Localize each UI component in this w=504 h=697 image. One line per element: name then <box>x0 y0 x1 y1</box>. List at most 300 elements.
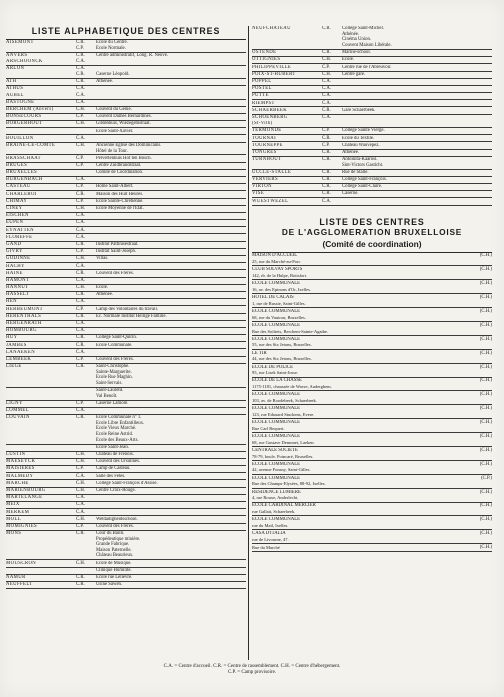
list-item <box>6 100 246 107</box>
brussels-center-address: 123, rue Edouard Stuckens, Evere. <box>252 411 315 417</box>
city-name: GAND <box>6 241 22 247</box>
center-code <box>76 445 96 451</box>
center-code <box>76 264 96 270</box>
code-line: C.A. <box>76 220 85 226</box>
city-name: BURGENBACH <box>6 177 43 183</box>
description-line: Val Benoît. <box>96 393 118 399</box>
city-name: BRASSCHAAT <box>6 155 41 161</box>
brussels-center-name: ECOLE COMMUNALE <box>252 392 301 398</box>
list-item <box>6 415 246 445</box>
center-description <box>342 177 492 183</box>
center-description <box>96 350 246 356</box>
city-name: HUY <box>6 335 18 341</box>
city-name: FLOREFFE <box>6 234 33 240</box>
list-item <box>6 92 246 99</box>
code-line: C.R. <box>322 169 331 175</box>
brussels-center-name: ECOLE COMMUNALE <box>252 336 301 342</box>
description-line: Institut Pattinisestraat. <box>96 241 139 247</box>
brussels-center-code: (C.H.) <box>479 503 492 509</box>
brussels-center-name: ECOLE COMMUNALE <box>252 281 301 287</box>
center-code <box>76 350 96 356</box>
brussels-center-address: 103, av. de Roodebeek, Schaerbeek. <box>252 398 317 403</box>
center-description <box>96 107 246 113</box>
code-line: C.H. <box>76 142 85 148</box>
city-name: CINEY <box>6 206 23 212</box>
list-item <box>6 285 246 292</box>
city-name: HASSELT <box>6 292 30 298</box>
city-name: MERKEM <box>6 509 30 515</box>
center-code <box>76 488 96 494</box>
code-line: C.R. <box>322 157 331 163</box>
list-item <box>6 242 246 249</box>
description-line: Ecole Moyenne de l'Etat. <box>96 206 144 212</box>
city-name: BASTOGNE <box>6 99 35 105</box>
description-line: Hôtel de la Tour. <box>96 148 128 154</box>
description-line: Sainte-Marguerite. <box>96 369 132 375</box>
code-line: C.R. <box>322 177 331 183</box>
code-line: C.R. <box>76 72 85 78</box>
code-line: C.R. <box>76 415 85 421</box>
list-item <box>6 582 246 589</box>
center-description <box>96 143 246 154</box>
city-name: MONS <box>6 531 22 537</box>
list-item <box>6 128 246 135</box>
code-line: C.R. <box>76 191 85 197</box>
center-code <box>322 184 342 190</box>
code-line: C.P. <box>76 162 84 168</box>
center-description <box>96 192 246 198</box>
center-code <box>76 129 96 135</box>
list-item <box>6 213 246 220</box>
description-line: Collège Saint-François. <box>342 177 387 183</box>
center-code <box>322 72 342 78</box>
city-name: HOMBOURG <box>6 328 37 334</box>
list-item <box>252 93 492 100</box>
center-code <box>76 199 96 205</box>
list-item <box>252 86 492 93</box>
code-line: C.P. <box>76 155 84 161</box>
city-name: LOMMEL <box>6 408 29 414</box>
code-line: C.P. <box>76 249 84 255</box>
center-description <box>96 568 246 574</box>
code-line: C.R. <box>76 313 85 319</box>
center-description <box>96 59 246 65</box>
center-description <box>96 53 246 59</box>
list-item <box>6 342 246 349</box>
description-line: Ecole Communale. <box>96 342 133 348</box>
city-name: EUPEN <box>6 220 24 226</box>
brussels-center <box>252 503 492 517</box>
brussels-center-name: HOTEL DE CALAIS <box>252 295 294 301</box>
code-line: C.P. <box>76 114 84 120</box>
center-description <box>96 228 246 234</box>
left-column-title: LISTE ALPHABETIQUE DES CENTRES <box>31 26 221 36</box>
brussels-center-info <box>252 267 466 278</box>
brussels-center-address: 55, rue des Six Jetons, Bruxelles. <box>252 342 312 348</box>
code-line: C.A. <box>76 234 85 240</box>
center-description <box>96 445 246 451</box>
description-line: Grande Fabrique. <box>96 542 130 548</box>
center-code <box>76 299 96 305</box>
center-description <box>96 307 246 313</box>
description-line: Saint-Servais. <box>96 380 123 386</box>
list-item <box>6 364 246 388</box>
description-line <box>96 86 246 92</box>
brussels-center-address: 68, rue Gustave Demunet, Laeken. <box>252 439 315 445</box>
city-name: LUSTIN <box>6 452 26 458</box>
code-line: C.H. <box>76 106 85 112</box>
center-code <box>76 517 96 523</box>
brussels-center-address: Rue Carl Requert. <box>252 425 285 431</box>
center-code <box>76 271 96 277</box>
center-description <box>96 561 246 567</box>
code-line: C.A. <box>76 177 85 183</box>
description-line: Couvent des Frères. <box>96 523 134 529</box>
code-line: C.A. <box>322 79 331 85</box>
description-line: Couvent Dames Bernardines. <box>96 114 152 120</box>
center-description <box>96 220 246 226</box>
description-line: Wetdadigheidsschool. <box>96 516 138 522</box>
brussels-center-code: (C.H.) <box>479 433 492 439</box>
brussels-title-line1: LISTE DES CENTRES <box>319 216 425 227</box>
city-name: UCCLE-STALLE <box>252 169 292 175</box>
center-code <box>322 199 342 205</box>
description-line: Ecole. <box>342 57 355 63</box>
city-name: RIEMPST <box>252 100 275 106</box>
list-item <box>6 575 246 582</box>
center-code <box>76 495 96 501</box>
center-description <box>96 292 246 298</box>
code-line: C.H. <box>76 516 85 522</box>
city-name: HAMONT <box>6 277 30 283</box>
brussels-center <box>252 405 492 419</box>
brussels-center <box>252 378 492 392</box>
code-line <box>76 553 96 559</box>
description-line <box>96 350 246 356</box>
description-line: Ecole Saint-Xavier. <box>96 128 134 134</box>
city-name: TURNHOUT <box>252 157 282 163</box>
brussels-title-line2: DE L'AGGLOMERATION BRUXELLOISE <box>281 226 463 237</box>
brussels-center-address: 42, avenue Fonsny, Saint-Gilles. <box>252 467 311 473</box>
description-line: Salle des Fêtes. <box>96 473 126 479</box>
center-code <box>76 474 96 480</box>
city-name: AUBEL <box>6 92 24 98</box>
center-code <box>76 177 96 183</box>
city-name: OTTIGNIES <box>252 57 281 63</box>
brussels-center-address: 95, rue Lisek Saint-Josse. <box>252 370 299 376</box>
list-item <box>6 135 246 142</box>
code-line <box>322 163 342 169</box>
code-line: C.P. <box>76 45 84 51</box>
center-code <box>76 408 96 414</box>
code-line: C.H. <box>76 121 85 127</box>
center-description <box>96 481 246 487</box>
list-item <box>6 388 246 401</box>
list-item <box>6 321 246 328</box>
list-item <box>6 306 246 313</box>
city-name: NEUFFELT <box>6 582 33 588</box>
brussels-center <box>252 336 492 350</box>
description-line: Ecole Saint-Jean. <box>96 444 129 450</box>
brussels-center-address: 44, rue des Six Jetons, Bruxelles. <box>252 356 312 362</box>
list-item <box>6 40 246 53</box>
center-description <box>342 121 492 127</box>
description-line <box>96 93 246 99</box>
city-name: WUESTWEZEL <box>252 198 289 204</box>
column-divider <box>248 26 249 660</box>
center-code <box>76 220 96 226</box>
brussels-center-info <box>252 503 466 514</box>
center-code <box>322 150 342 156</box>
list-item <box>252 198 492 205</box>
list-item <box>6 516 246 523</box>
brussels-center-name: ECOLE COMMUNALE <box>252 322 301 328</box>
center-description <box>342 72 492 78</box>
center-code <box>76 561 96 567</box>
brussels-center-address: rue Gallait, Schaerbeek. <box>252 509 296 515</box>
center-description <box>96 40 246 51</box>
brussels-list <box>252 252 492 553</box>
list-item <box>252 72 492 79</box>
brussels-center-info <box>252 365 466 376</box>
description-line: Ecole de Musique. <box>96 560 132 566</box>
brussels-center-code: (C.H.) <box>479 531 492 537</box>
center-description <box>342 150 492 156</box>
brussels-center-code: (C.H.) <box>479 447 492 453</box>
code-line: C.H. <box>76 459 85 465</box>
center-code <box>76 256 96 262</box>
description-line: Cour du Bailli. <box>96 531 125 537</box>
description-line: Caserne. <box>342 191 359 197</box>
center-code <box>76 278 96 284</box>
list-item <box>6 299 246 306</box>
center-description <box>96 170 246 176</box>
center-code <box>76 285 96 291</box>
city-name: SCHAERBEEK <box>252 107 288 113</box>
center-description <box>96 364 246 386</box>
brussels-center <box>252 489 492 503</box>
code-line: C.H. <box>322 71 331 77</box>
description-line <box>96 177 246 183</box>
description-line <box>96 100 246 106</box>
brussels-subtitle: (Comité de coordination) <box>322 238 422 249</box>
description-line: Athénée. <box>96 292 114 298</box>
city-name: HACHY <box>6 263 25 269</box>
center-description <box>96 452 246 458</box>
list-item <box>6 445 246 452</box>
code-line: C.R. <box>76 575 85 581</box>
code-line: C.R. <box>322 135 331 141</box>
brussels-center-address: 16, av. des Epinons d'Or, Ixelles. <box>252 286 311 292</box>
legend-line1: C.A. = Centre d'accueil. C.R. = Centre de rassemblement. C.H. = Centre d'hébergement. <box>163 664 341 669</box>
brussels-center-code: (C.H.) <box>479 364 492 370</box>
center-code <box>76 100 96 106</box>
center-description <box>342 26 492 48</box>
list-item <box>6 121 246 128</box>
description-line: Rue de Stalle. <box>342 169 369 175</box>
description-line <box>342 86 492 92</box>
brussels-center-address: Rue du Marché <box>252 545 280 551</box>
brussels-center-code: (C.H.) <box>479 378 492 384</box>
code-line: C.R. <box>76 342 85 348</box>
city-name: HERBEUMONT <box>6 306 43 312</box>
description-line: Collège Saint-Quirin. <box>96 335 137 341</box>
code-line <box>76 568 96 574</box>
city-name: ATH <box>6 79 17 85</box>
description-line: Institut Saint-Joseph. <box>96 249 137 255</box>
list-item <box>252 191 492 198</box>
list-item <box>6 328 246 335</box>
center-code <box>322 79 342 85</box>
list-item <box>252 170 492 177</box>
brussels-center-info <box>252 406 466 417</box>
city-name: MAISIERES <box>6 466 35 472</box>
center-code <box>76 292 96 298</box>
description-line: Athénée. <box>342 149 360 155</box>
list-item <box>6 459 246 466</box>
list-item <box>6 495 246 502</box>
brussels-center-name: LE TIR <box>252 350 267 356</box>
description-line <box>342 199 492 205</box>
city-name: ATHUS <box>6 86 24 92</box>
brussels-center-info <box>252 490 466 501</box>
brussels-center-name: ECOLE DE POLICE <box>252 364 294 370</box>
list-item <box>252 177 492 184</box>
brussels-center <box>252 294 492 308</box>
center-code <box>76 307 96 313</box>
list-item <box>6 270 246 277</box>
center-code <box>76 59 96 65</box>
code-line: C.A. <box>76 263 85 269</box>
city-name: MARCHE <box>6 480 29 486</box>
description-line: Propédeutique minière. <box>96 536 141 542</box>
brussels-center-info <box>252 476 466 487</box>
center-code <box>76 335 96 341</box>
brussels-center-name: ECOLE COMMUNALE <box>252 461 301 467</box>
center-description <box>96 136 246 142</box>
description-line <box>96 321 246 327</box>
center-code <box>76 242 96 248</box>
city-name: LANAEKEN <box>6 349 36 355</box>
city-name: SCHOENBERG <box>252 114 288 120</box>
city-name: (St-Vith) <box>252 121 273 127</box>
list-item <box>6 408 246 415</box>
city-name: MALMEDY <box>6 473 34 479</box>
brussels-center-code: (C.H.) <box>479 281 492 287</box>
list-item <box>6 163 246 170</box>
list-item <box>6 466 246 473</box>
legend-line2: C.P. = Camp provisoire. <box>227 670 277 676</box>
list-item <box>6 53 246 59</box>
center-description <box>96 177 246 183</box>
description-line: Centre gare. <box>342 71 366 77</box>
description-line: Collège Saint-Michel. <box>342 26 384 32</box>
center-code <box>76 466 96 472</box>
code-line: C.P. <box>76 198 84 204</box>
city-name: HEN <box>6 299 17 305</box>
center-code <box>76 401 96 407</box>
city-name: TOURNEPPE <box>252 142 283 148</box>
code-line: C.A. <box>76 473 85 479</box>
description-line <box>342 93 492 99</box>
code-line: C.R. <box>76 335 85 341</box>
center-code <box>76 388 96 399</box>
brussels-center-info <box>252 281 466 292</box>
code-line <box>76 381 96 387</box>
list-item <box>6 502 246 509</box>
description-line: Ecole du Textile. <box>342 135 375 141</box>
code-line: C.A. <box>76 349 85 355</box>
center-code <box>322 93 342 99</box>
brussels-center-info <box>252 420 466 431</box>
description-line: Centre Zuidbrandstraat. <box>96 162 142 168</box>
center-description <box>96 213 246 219</box>
center-description <box>96 264 246 270</box>
center-code <box>76 481 96 487</box>
center-description <box>96 249 246 255</box>
brussels-center-name: CENTRALE SOCIETE <box>252 447 298 453</box>
description-line: Collège Saint-François d'Assise. <box>96 480 158 486</box>
brussels-center-address: 1, rue de Russie, Saint-Gilles. <box>252 300 306 306</box>
description-line: Ecole Libre Enfantilleux. <box>96 420 145 426</box>
center-code <box>76 213 96 219</box>
list-item <box>6 184 246 191</box>
brussels-center-info <box>252 323 466 334</box>
list-item <box>6 114 246 121</box>
brussels-center-code: (C.H.) <box>479 253 492 259</box>
center-description <box>96 335 246 341</box>
code-line: C.A. <box>76 509 85 515</box>
description-line: Ecole du Centre. <box>96 40 128 46</box>
brussels-center-code: (C.H.) <box>479 489 492 495</box>
code-line: C.R. <box>76 79 85 85</box>
brussels-center-info <box>252 517 466 528</box>
code-line: C.A. <box>76 227 85 233</box>
brussels-center-info <box>252 531 466 542</box>
brussels-center-address: 78-79, boulv. Poincaré, Bruxelles. <box>252 453 314 459</box>
brussels-center-name: RESIDENCE LUMIERE <box>252 489 301 495</box>
center-code <box>76 40 96 51</box>
list-item <box>252 128 492 135</box>
description-line: Ecole Rue Maghin. <box>96 375 133 381</box>
description-line: Home Saint-Albert. <box>96 184 134 190</box>
center-description <box>96 388 246 399</box>
city-name: BONSECOURS <box>6 114 42 120</box>
code-line: C.H. <box>76 206 85 212</box>
list-item <box>6 199 246 206</box>
list-item <box>6 191 246 198</box>
code-line: C.H. <box>76 560 85 566</box>
right-column <box>252 26 492 658</box>
city-name: BERCHEM (Anvers) <box>6 106 54 112</box>
description-line: Ecole Reine Astrid. <box>96 432 134 438</box>
center-description <box>96 184 246 190</box>
description-line: Centre administratif, Long. R. Neuve. <box>96 53 169 59</box>
brussels-center-code: (C.H.) <box>479 420 492 426</box>
city-name: POIX-ST-HUBERT <box>252 71 296 77</box>
center-description <box>342 93 492 99</box>
city-name: JAMBES <box>6 342 27 348</box>
center-description <box>96 129 246 135</box>
center-description <box>96 100 246 106</box>
code-line: C.H. <box>76 285 85 291</box>
center-code <box>76 107 96 113</box>
description-line: Château de Frenois. <box>96 452 134 458</box>
brussels-center-info <box>252 462 466 473</box>
code-line <box>76 394 96 400</box>
city-name: ANVERS <box>6 53 28 59</box>
city-name: HERGENRATH <box>6 321 42 327</box>
